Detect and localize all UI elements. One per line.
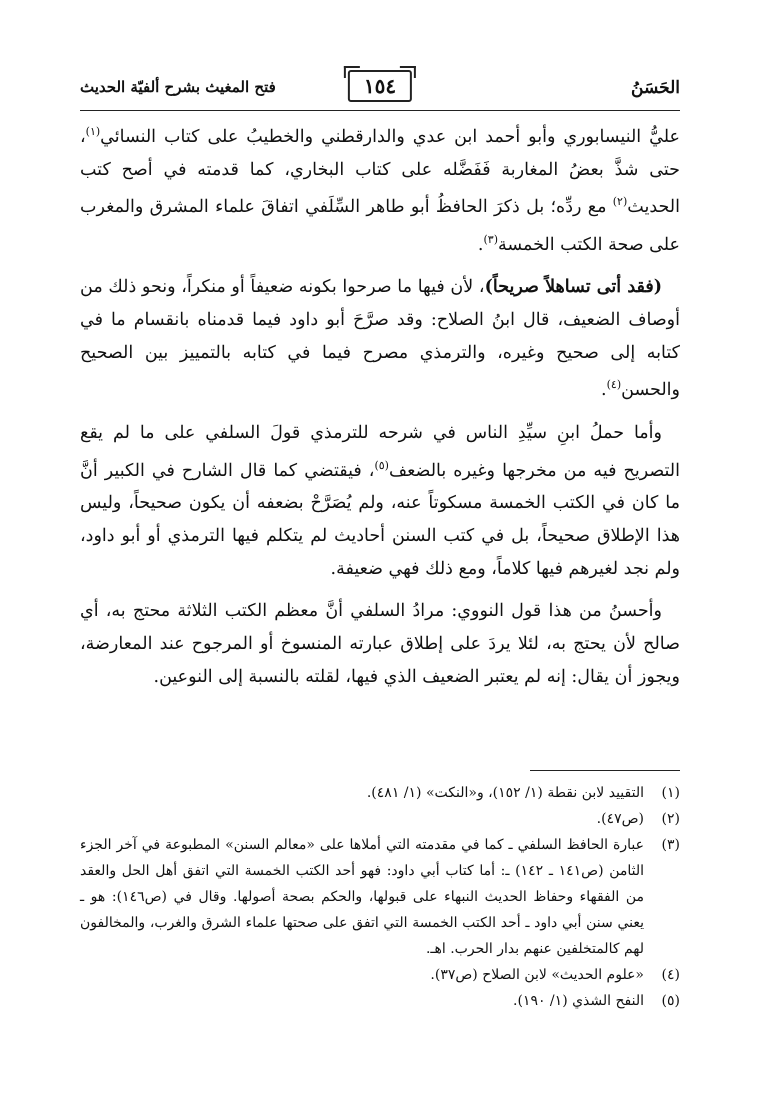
footnote-text: عبارة الحافظ السلفي ـ كما في مقدمته التي أملاها على «معالم السنن» المطبوعة في آخر الجزء الثامن (ص١٤١ ـ ١٤٢) ـ: أما كتاب أبي داود: فهو أحد الكتب الخمسة التي اتفق أهل الحل والعقد من الفقهاء وحفاظ الحديث النبهاء على قبولها، والحكم بصحة أصولها. وقال في (ص١٤٦): هو ـ يعني سنن أبي داود ـ أحد الكتب الخمسة التي اتفق على صحتها علماء الشرق والغرب، والمخالفون لهم كالمتخلفين عنهم بدار الحرب. اهـ. — [80, 837, 645, 957]
footnote — [80, 962, 680, 988]
footnote-number: (٣) — [661, 837, 680, 853]
text-run: . — [477, 234, 484, 255]
quoted-verse: (فقد أتى تساهلاً صريحاً) — [484, 277, 663, 298]
book-running-title: فتح المغيث بشرح ألفيّة الحديث — [80, 78, 276, 96]
footnote-number: (٢) — [661, 811, 680, 827]
footnote-reference: (٣) — [483, 232, 499, 246]
text-run: وأما حملُ ابنِ سيِّدِ الناس في شرحه للترمذي قولَ السلفي على ما لم يقع التصريح فيه من مخرجها وغيره بالضعف — [80, 422, 680, 481]
footnote-reference: (١) — [85, 125, 101, 138]
text-run: وأحسنُ من هذا قول النووي: مرادُ السلفي أنَّ معظم الكتب الثلاثة محتج به، أي صالح لأن يحتج به، لئلا يردَ على إطلاق عبارته المنسوخ أو المرجوح عند المعارضة، ويجوز أن يقال: إنه لم يعتبر الضعيف الذي فيها، لقلته بالنسبة إلى النوعين. — [80, 601, 680, 687]
footnote-reference: (٢) — [612, 195, 628, 209]
page-number: ١٥٤ — [348, 70, 412, 102]
footnote-text: (ص٤٧). — [596, 811, 644, 827]
footnote-separator — [530, 770, 680, 771]
text-run: ، فيقتضي كما قال الشارح في الكبير أنَّ ما كان في الكتب الخمسة مسكوتاً عنه، ولم يُصَرَّحْ بضعفه أن يكون صحيحاً، وليس هذا الإطلاق صحيحاً، بل في كتب السنن أحاديث لم يتكلم فيها الترمذي أو أبو داود، ولم نجد لغيرهم فيها كلاماً، ومع ذلك فهي ضعيفة. — [80, 460, 680, 579]
paragraph — [80, 116, 680, 261]
header-rule — [80, 110, 680, 111]
footnote — [80, 988, 680, 1014]
paragraph — [80, 417, 680, 585]
text-run: عليُّ النيسابوري وأبو أحمد ابن عدي والدارقطني والخطيبُ على كتاب النسائي — [100, 126, 680, 147]
page-header — [80, 66, 680, 106]
footnotes — [80, 780, 680, 1014]
paragraph — [80, 595, 680, 693]
footnote-text: «علوم الحديث» لابن الصلاح (ص٣٧). — [430, 967, 644, 983]
main-text — [80, 116, 680, 703]
paragraph — [80, 271, 680, 407]
footnote-number: (٤) — [661, 967, 680, 983]
footnote-text: النفح الشذي (١/ ١٩٠). — [513, 993, 644, 1009]
footnote — [80, 832, 680, 962]
footnote-number: (٥) — [661, 993, 680, 1009]
footnote-number: (١) — [661, 785, 680, 801]
text-run: مع ردِّه؛ بل ذكرَ الحافظُ أبو طاهر السِّلَفي اتفاقَ علماء المشرق والمغرب على صحة الكتب الخمسة — [80, 197, 680, 255]
text-run: . — [601, 380, 607, 401]
text-run: ، لأن فيها ما صرحوا بكونه ضعيفاً أو منكراً، ونحو ذلك من أوصاف الضعيف، قال ابنُ الصلاح: وقد صرَّحَ أبو داود فيما قدمناه بانقسام ما في كتابه إلى صحيح وغيره، والترمذي مصرح فيما في كتابه بالتمييز بين الصحيح والحسن — [80, 277, 680, 401]
footnote-reference: (٥) — [374, 458, 389, 472]
footnote — [80, 806, 680, 832]
footnote — [80, 780, 680, 806]
text-run: ، حتى شذَّ بعضُ المغاربة فَفَضَّله على كتاب البخاري، كما قدمته في أصح كتب الحديث — [80, 126, 680, 218]
footnote-reference: (٤) — [606, 378, 622, 392]
chapter-running-title: الحَسَنُ — [631, 78, 680, 98]
footnote-text: التقييد لابن نقطة (١/ ١٥٢)، و«النكت» (١/ ٤٨١). — [366, 785, 644, 801]
